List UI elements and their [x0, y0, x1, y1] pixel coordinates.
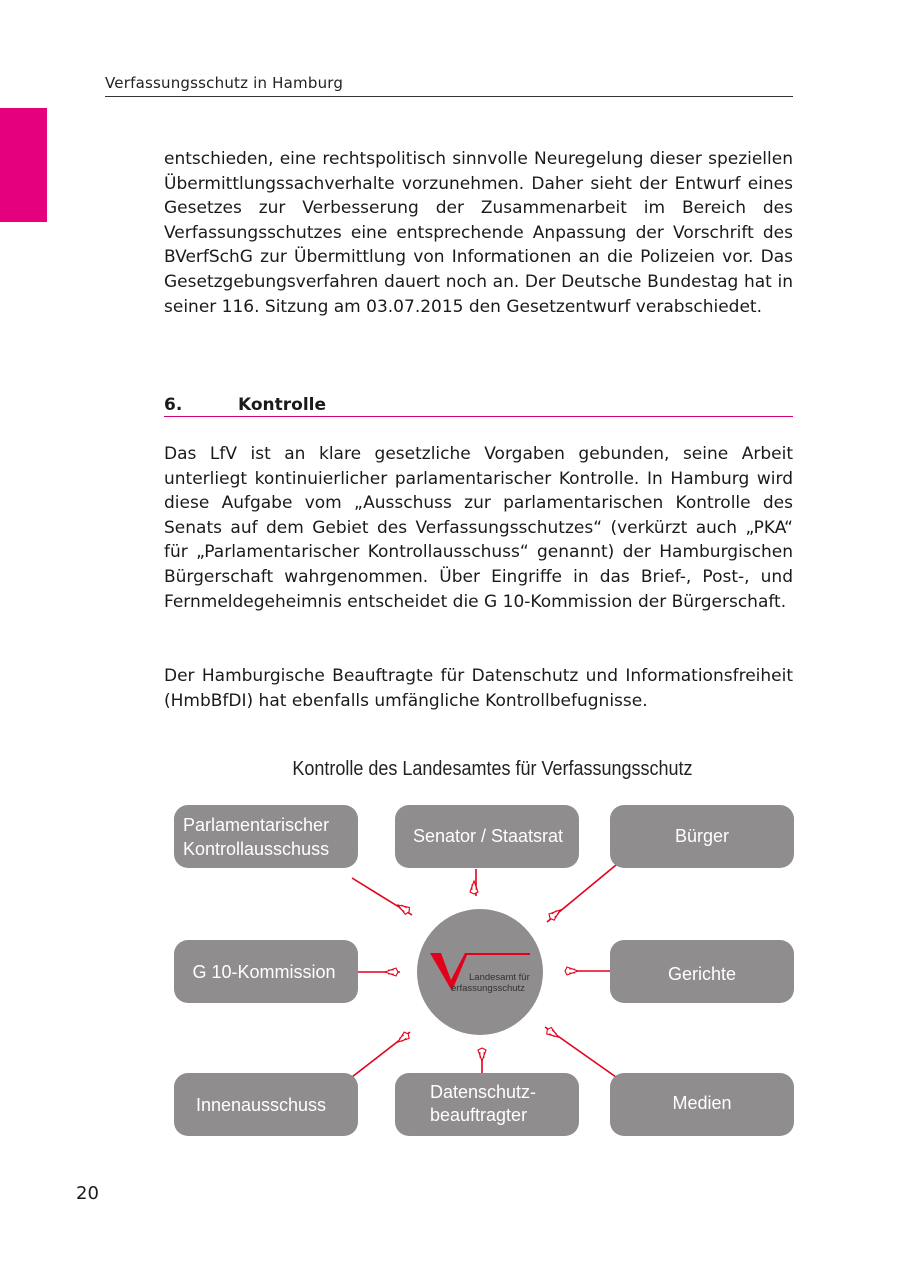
- node-buerger-label: Bürger: [674, 826, 730, 846]
- node-datenschutz-line2: beauftragter: [430, 1105, 528, 1125]
- pointer-hand-icon: [565, 967, 578, 975]
- logo-text-line2: erfassungsschutz: [451, 983, 525, 994]
- node-senator-label: Senator / Staatsrat: [412, 826, 564, 846]
- node-gerichte-label: Gerichte: [667, 964, 737, 984]
- node-pka: [174, 805, 358, 868]
- pointer-hand-icon: [385, 968, 398, 976]
- section-title: Kontrolle: [238, 395, 327, 415]
- node-g10: [174, 940, 358, 1003]
- node-datenschutz-line1: Datenschutz-: [430, 1082, 537, 1102]
- node-innen: [174, 1073, 358, 1136]
- paragraph-2-text: Das LfV ist an klare gesetzliche Vorgaben gebunden, seine Arbeit unterliegt kontinuierlicher parlamentarischer Kontrolle. In Hamburg wird diese Aufgabe vom „Ausschuss zur parlamentarischen Kontrolle des Senats auf dem Gebiet des Verfassungsschutzes“ (verkürzt auch „PKA“ für „Parlamentarischer Kontrollausschuss“ genannt) der Hamburgischen Bürgerschaft wahrgenommen. Über Eingriffe in das Brief-, Post-, und Fernmeldegeheimnis entscheidet die G 10-Kommission der Bürgerschaft.: [164, 444, 793, 612]
- section-number: 6.: [164, 395, 183, 415]
- node-innen-label: Innenausschuss: [195, 1095, 327, 1115]
- node-g10-label: G 10-Kommission: [192, 962, 336, 982]
- page-number: 20: [76, 1183, 99, 1204]
- logo-text-line1: Landesamt für: [469, 972, 530, 983]
- paragraph-3-text: Der Hamburgische Beauftragte für Datenschutz und Informationsfreiheit (HmbBfDI) hat ebenfalls umfängliche Kontrollbefugnisse.: [164, 666, 793, 711]
- node-senator: [395, 805, 579, 868]
- node-gerichte: [610, 940, 794, 1003]
- diagram-title: Kontrolle des Landesamtes für Verfassungsschutz: [292, 758, 693, 780]
- node-datenschutz: [395, 1073, 579, 1136]
- node-pka-line1: Parlamentarischer: [183, 815, 330, 835]
- node-pka-line2: Kontrollausschuss: [183, 839, 330, 859]
- node-medien: [610, 1073, 794, 1136]
- running-header: Verfassungsschutz in Hamburg: [105, 74, 793, 97]
- pointer-hand-icon: [478, 1048, 486, 1061]
- node-buerger: [610, 805, 794, 868]
- lfv-logo: [417, 909, 543, 1035]
- node-medien-label: Medien: [672, 1093, 732, 1113]
- paragraph-1-text: entschieden, eine rechtspolitisch sinnvolle Neuregelung dieser speziellen Übermittlungssachverhalte vorzunehmen. Daher sieht der Entwurf eines Gesetzes zur Verbesserung der Zusammenarbeit im Bereich des Verfassungsschutzes eine entsprechende Anpassung der Vorschrift des BVerfSchG zur Übermittlung von Informationen an die Polizeien vor. Das Gesetzgebungsverfahren dauert noch an. Der Deutsche Bundestag hat in seiner 116. Sitzung am 03.07.2015 den Gesetzentwurf verabschiedet.: [164, 149, 793, 317]
